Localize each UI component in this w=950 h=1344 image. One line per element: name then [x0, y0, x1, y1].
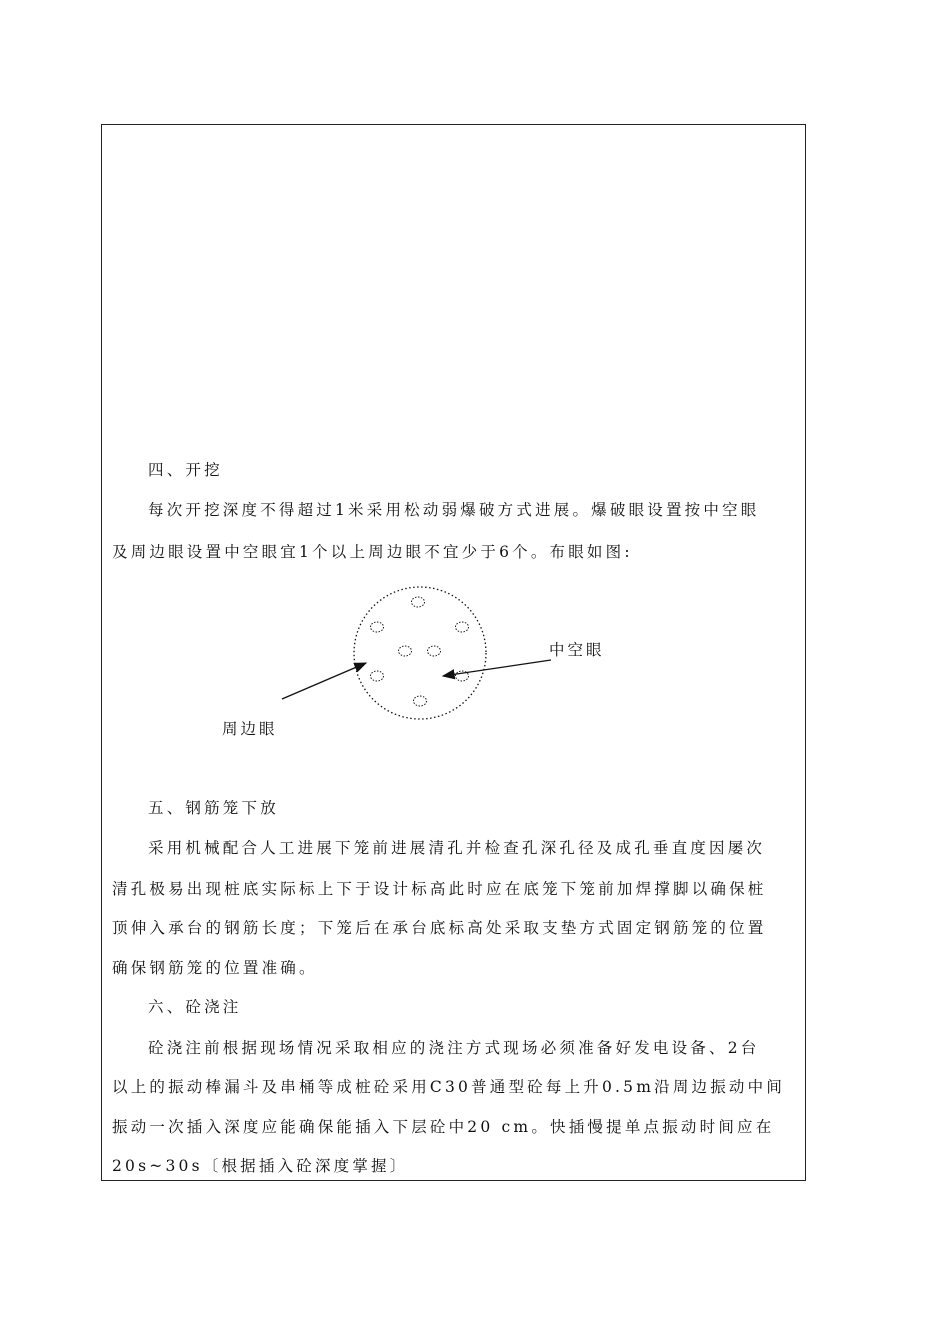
section-heading-concrete: 六、砼浇注	[148, 998, 242, 1016]
perimeter-hole	[414, 696, 427, 706]
center-hole-label: 中空眼	[549, 641, 605, 659]
paragraph-line: 每次开挖深度不得超过1米采用松动弱爆破方式进展。爆破眼设置按中空眼	[148, 501, 760, 519]
perimeter-hole	[371, 671, 384, 681]
paragraph-line: 确保钢筋笼的位置准确。	[112, 959, 318, 977]
paragraph-line: 顶伸入承台的钢筋长度；下笼后在承台底标高处采取支垫方式固定钢筋笼的位置	[112, 919, 767, 937]
perimeter-hole-arrow	[282, 663, 366, 699]
paragraph-line: 以上的振动棒漏斗及串桶等成桩砼采用C30普通型砼每上升0.5m沿周边振动中间	[112, 1078, 786, 1096]
perimeter-hole	[412, 597, 425, 607]
center-hole-arrow	[443, 660, 551, 676]
perimeter-hole-label: 周边眼	[222, 720, 278, 738]
section-heading-excavation: 四、开挖	[148, 461, 223, 479]
center-hole	[399, 646, 412, 656]
section-heading-cage: 五、钢筋笼下放	[148, 799, 279, 817]
paragraph-line: 清孔极易出现桩底实际标上下于设计标高此时应在底笼下笼前加焊撑脚以确保桩	[112, 880, 767, 898]
paragraph-line: 砼浇注前根据现场情况采取相应的浇注方式现场必须准备好发电设备、2台	[148, 1039, 760, 1057]
paragraph-line: 20s~30s〔根据插入砼深度掌握〕	[112, 1157, 409, 1175]
paragraph-line: 采用机械配合人工进展下笼前进展清孔并检查孔深孔径及成孔垂直度因屡次	[148, 839, 766, 857]
center-hole	[428, 646, 441, 656]
paragraph-line: 振动一次插入深度应能确保能插入下层砼中20 cm。快插慢提单点振动时间应在	[112, 1118, 775, 1136]
paragraph-line: 及周边眼设置中空眼宜1个以上周边眼不宜少于6个。布眼如图:	[112, 543, 633, 561]
perimeter-hole	[456, 622, 469, 632]
perimeter-hole	[371, 622, 384, 632]
